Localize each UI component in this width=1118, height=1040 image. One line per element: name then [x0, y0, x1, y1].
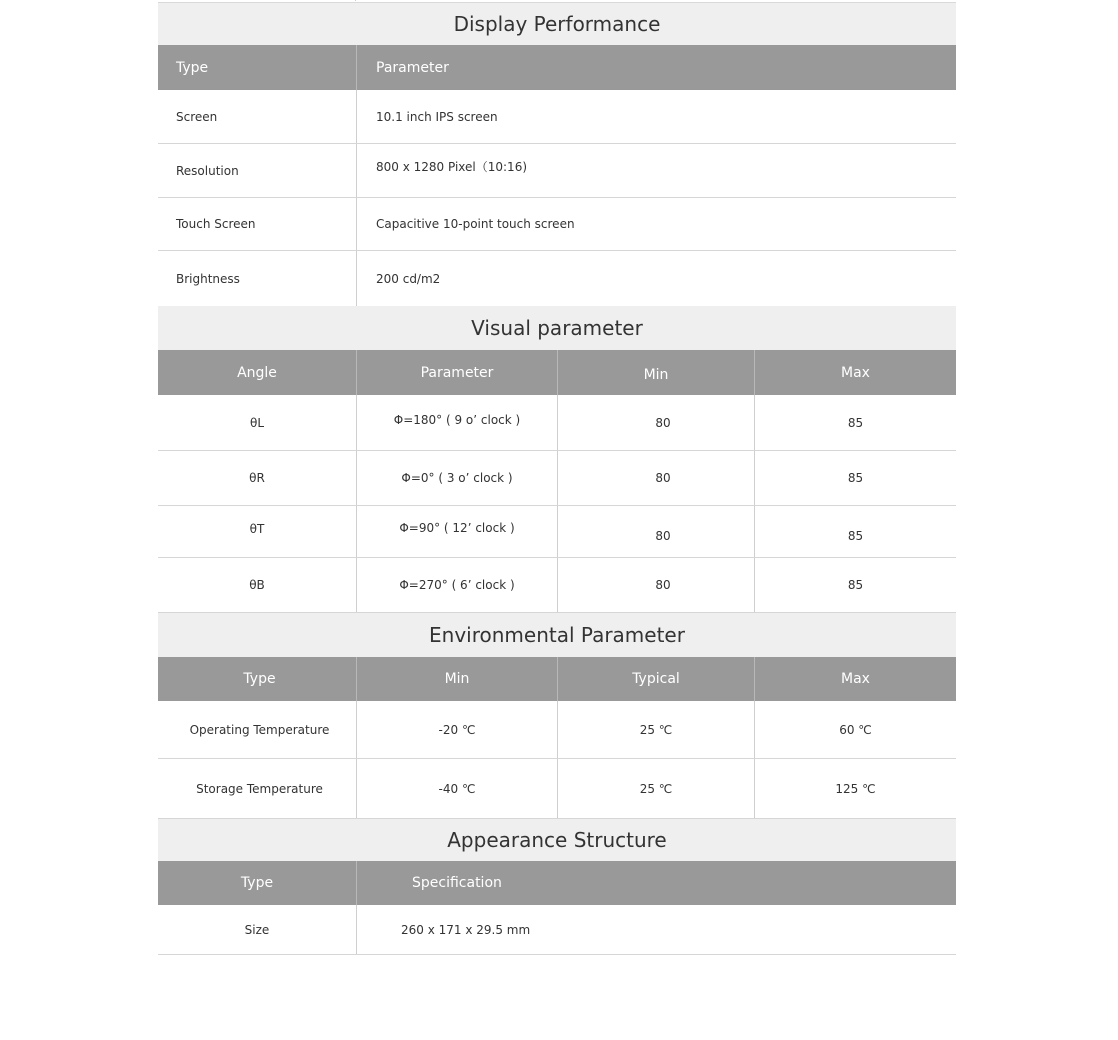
table-row: [158, 759, 956, 818]
max-cell: 85: [754, 395, 956, 450]
table-row: [158, 451, 956, 506]
header-specification: Specification: [356, 861, 956, 905]
table-row: [158, 251, 956, 306]
row-label: Brightness: [176, 271, 240, 286]
type-cell: Size: [244, 922, 270, 937]
parameter-cell: Φ=180° ( 9 o’ clock ): [356, 395, 557, 450]
section-title-environmental: Environmental Parameter: [158, 612, 956, 657]
table-row: [158, 90, 956, 144]
table-row: [158, 701, 956, 759]
section-title-display: Display Performance: [158, 3, 956, 45]
min-cell: 80: [557, 451, 754, 505]
spec-sheet: [158, 0, 956, 955]
row-label: Touch Screen: [176, 217, 256, 231]
environmental-header-row: [158, 657, 956, 701]
display-header-row: [158, 45, 956, 90]
top-divider: [158, 0, 956, 3]
angle-cell: θR: [249, 471, 265, 485]
angle-cell: θB: [249, 578, 265, 592]
table-row: [158, 144, 956, 198]
table-row: [158, 558, 956, 612]
table-row: [158, 198, 956, 251]
table-row: [158, 506, 956, 558]
header-angle: Angle: [237, 364, 277, 381]
row-value: Capacitive 10-point touch screen: [356, 198, 956, 250]
type-cell: Operating Temperature: [189, 722, 330, 737]
specification-cell: 260 x 171 x 29.5 mm: [356, 905, 956, 954]
type-cell: Storage Temperature: [196, 781, 323, 796]
max-cell: 125 ℃: [754, 759, 956, 818]
header-parameter: Parameter: [356, 45, 956, 90]
min-cell: -40 ℃: [356, 759, 557, 818]
parameter-cell: Φ=0° ( 3 o’ clock ): [356, 451, 557, 505]
header-min: Min: [356, 657, 557, 701]
typical-cell: 25 ℃: [557, 701, 754, 758]
row-value: 10.1 inch IPS screen: [356, 90, 956, 143]
min-cell: 80: [557, 506, 754, 557]
row-value: 800 x 1280 Pixel（10:16): [356, 144, 956, 197]
typical-cell: 25 ℃: [557, 759, 754, 818]
header-typical: Typical: [557, 657, 754, 701]
max-cell: 85: [754, 451, 956, 505]
angle-cell: θL: [249, 415, 265, 430]
table-row: [158, 905, 956, 955]
header-max: Max: [754, 350, 956, 395]
header-max: Max: [754, 657, 956, 701]
row-label: Resolution: [176, 163, 239, 178]
header-type: Type: [240, 875, 274, 891]
section-title-appearance: Appearance Structure: [158, 818, 956, 861]
parameter-cell: Φ=90° ( 12’ clock ): [356, 506, 557, 557]
row-label: Screen: [176, 109, 218, 124]
parameter-cell: Φ=270° ( 6’ clock ): [356, 558, 557, 612]
header-type: Type: [243, 671, 276, 687]
table-row: [158, 395, 956, 451]
min-cell: 80: [557, 395, 754, 450]
max-cell: 85: [754, 558, 956, 612]
header-parameter: Parameter: [356, 350, 557, 395]
visual-header-row: [158, 350, 956, 395]
max-cell: 85: [754, 506, 956, 557]
header-min: Min: [557, 350, 754, 395]
angle-cell: θT: [249, 522, 265, 536]
row-value: 200 cd/m2: [356, 251, 956, 306]
header-type: Type: [176, 59, 209, 76]
appearance-header-row: [158, 861, 956, 905]
section-title-visual: Visual parameter: [158, 306, 956, 350]
min-cell: -20 ℃: [356, 701, 557, 758]
max-cell: 60 ℃: [754, 701, 956, 758]
min-cell: 80: [557, 558, 754, 612]
